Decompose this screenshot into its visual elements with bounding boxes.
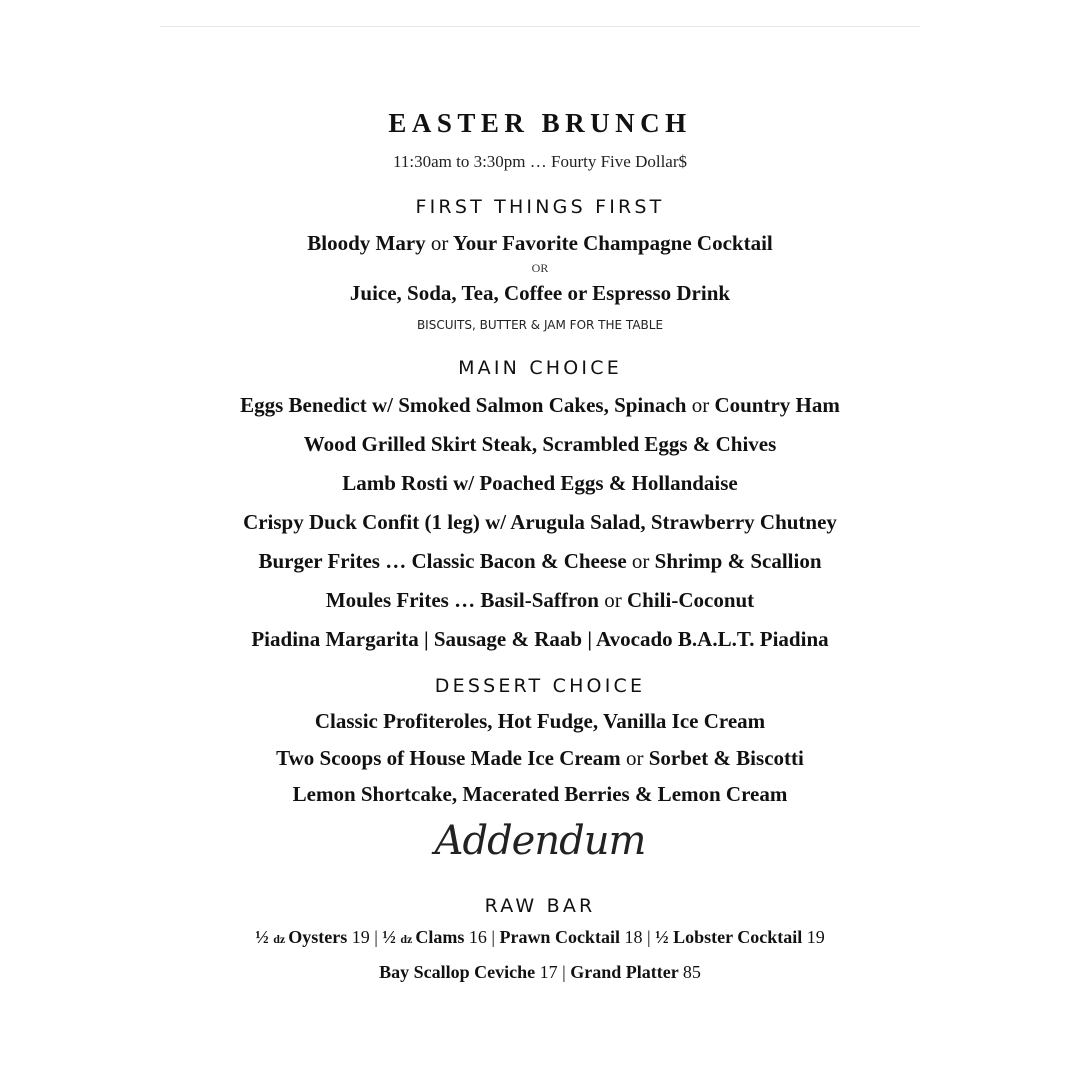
or-text: or [430, 231, 449, 255]
fraction: ½ [655, 927, 674, 947]
separator: | [557, 962, 571, 982]
raw-item-price: 17 [539, 962, 558, 982]
raw-bar-row-1 [0, 927, 1080, 948]
raw-item-price: 85 [682, 962, 701, 982]
drink-choice-line [0, 231, 1080, 256]
main-choice-item [0, 588, 1080, 613]
or-text: or [604, 588, 622, 612]
main-choice-item [0, 393, 1080, 418]
main-choice-item-name: Lamb Rosti w/ Poached Eggs & Hollandaise [342, 471, 738, 495]
dessert-choice-item [0, 746, 1080, 771]
separator: | [642, 927, 656, 947]
or-divider: OR [531, 261, 549, 275]
main-choice-item-alt: Shrimp & Scallion [654, 549, 822, 573]
main-choice-item-name: Crispy Duck Confit (1 leg) w/ Arugula Salad, Strawberry Chutney [243, 510, 837, 534]
dozen-label: dz [400, 932, 416, 946]
main-choice-item-name: Eggs Benedict w/ Smoked Salmon Cakes, Spinach [240, 393, 687, 417]
or-text: or [631, 549, 650, 573]
main-choice-item [0, 510, 1080, 535]
separator: | [369, 927, 383, 947]
main-choice-item-alt: Country Ham [714, 393, 840, 417]
dessert-choice-item-name: Lemon Shortcake, Macerated Berries & Lemon Cream [292, 782, 788, 806]
separator: | [486, 927, 500, 947]
raw-item-price: 19 [806, 927, 825, 947]
main-choice-item-name: Piadina Margarita | Sausage & Raab | Avocado B.A.L.T. Piadina [251, 627, 829, 651]
menu-hours-price: 11:30am to 3:30pm … Fourty Five Dollar$ [392, 152, 688, 171]
raw-item-name: Clams [415, 927, 469, 947]
main-choice-item-name: Wood Grilled Skirt Steak, Scrambled Eggs & Chives [303, 432, 777, 456]
raw-item-price: 16 [468, 927, 487, 947]
section-raw-bar: RAW BAR [484, 895, 596, 917]
dessert-choice-item [0, 709, 1080, 734]
raw-bar-row-2 [0, 962, 1080, 983]
raw-item-price: 18 [624, 927, 643, 947]
main-choice-item [0, 627, 1080, 652]
section-main-choice: MAIN CHOICE [458, 357, 622, 379]
section-dessert-choice: DESSERT CHOICE [434, 675, 646, 697]
or-text: or [625, 745, 644, 770]
dessert-choice-item-name: Classic Profiteroles, Hot Fudge, Vanilla Ice Cream [314, 709, 766, 733]
fraction: ½ [255, 927, 274, 947]
raw-item-name: Lobster Cocktail [673, 927, 807, 947]
raw-item-name: Prawn Cocktail [499, 927, 625, 947]
dessert-choice-item-alt: Sorbet & Biscotti [648, 745, 804, 770]
champagne-cocktail: Your Favorite Champagne Cocktail [452, 231, 773, 255]
non-alcoholic-line: Juice, Soda, Tea, Coffee or Espresso Drink [349, 281, 731, 305]
or-text: or [691, 393, 710, 417]
menu-title: EASTER BRUNCH [388, 108, 692, 138]
dessert-choice-item-name: Two Scoops of House Made Ice Cream [276, 745, 621, 770]
main-choice-item [0, 549, 1080, 574]
addendum-heading: Addendum [434, 818, 646, 864]
main-choice-item-alt: Chili-Coconut [627, 588, 755, 612]
raw-item-price: 19 [351, 927, 370, 947]
main-choice-item-name: Moules Frites … Basil-Saffron [325, 588, 599, 612]
dessert-choice-item [0, 782, 1080, 807]
table-note: BISCUITS, BUTTER & JAM FOR THE TABLE [416, 318, 664, 332]
section-first-things-first: FIRST THINGS FIRST [415, 196, 665, 218]
raw-item-name: Bay Scallop Ceviche [379, 962, 540, 982]
main-choice-item [0, 471, 1080, 496]
raw-item-name: Grand Platter [570, 962, 683, 982]
raw-item-name: Oysters [288, 927, 352, 947]
dozen-label: dz [273, 932, 289, 946]
bloody-mary: Bloody Mary [307, 231, 426, 255]
main-choice-item [0, 432, 1080, 457]
fraction: ½ [382, 927, 401, 947]
main-choice-item-name: Burger Frites … Classic Bacon & Cheese [258, 549, 627, 573]
